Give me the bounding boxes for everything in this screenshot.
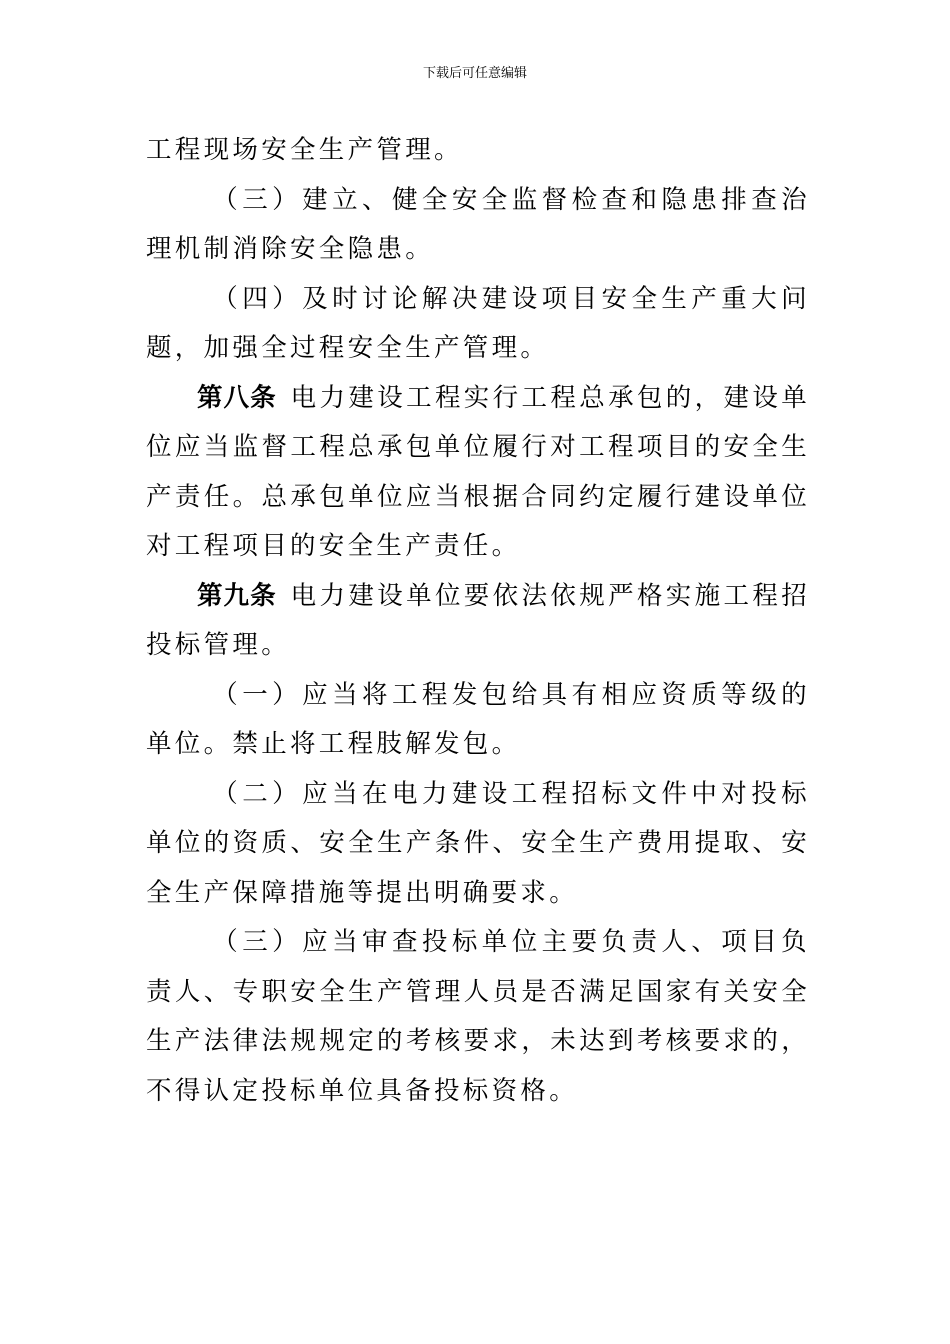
article-8-heading: 第八条 (197, 382, 277, 413)
paragraph-item-3b: （三）应当审查投标单位主要负责人、项目负责人、专职安全生产管理人员是否满足国家有关安全生产法律法规规定的考核要求，未达到考核要求的，不得认定投标单位具备投标资格。 (146, 927, 810, 1106)
page-header: 下载后可任意编辑 (422, 66, 527, 81)
document-body (146, 126, 810, 1116)
article-9-text: 电力建设单位要依法依规严格实施工程招投标管理。 (146, 580, 810, 660)
paragraph-item-1: （一）应当将工程发包给具有相应资质等级的单位。禁止将工程肢解发包。 (146, 679, 810, 759)
paragraph-item-2: （二）应当在电力建设工程招标文件中对投标单位的资质、安全生产条件、安全生产费用提取、安全生产保障措施等提出明确要求。 (146, 778, 810, 908)
paragraph-item-4: （四）及时讨论解决建设项目安全生产重大问题，加强全过程安全生产管理。 (146, 283, 810, 363)
article-8-text: 电力建设工程实行工程总承包的，建设单位应当监督工程总承包单位履行对工程项目的安全生产责任。总承包单位应当根据合同约定履行建设单位对工程项目的安全生产责任。 (146, 382, 810, 561)
article-9-heading: 第九条 (197, 580, 277, 611)
paragraph-item-3: （三）建立、健全安全监督检查和隐患排查治理机制消除安全隐患。 (146, 184, 810, 264)
paragraph-continuation: 工程现场安全生产管理。 (146, 135, 463, 165)
article-9 (146, 572, 810, 671)
article-8 (146, 374, 810, 572)
